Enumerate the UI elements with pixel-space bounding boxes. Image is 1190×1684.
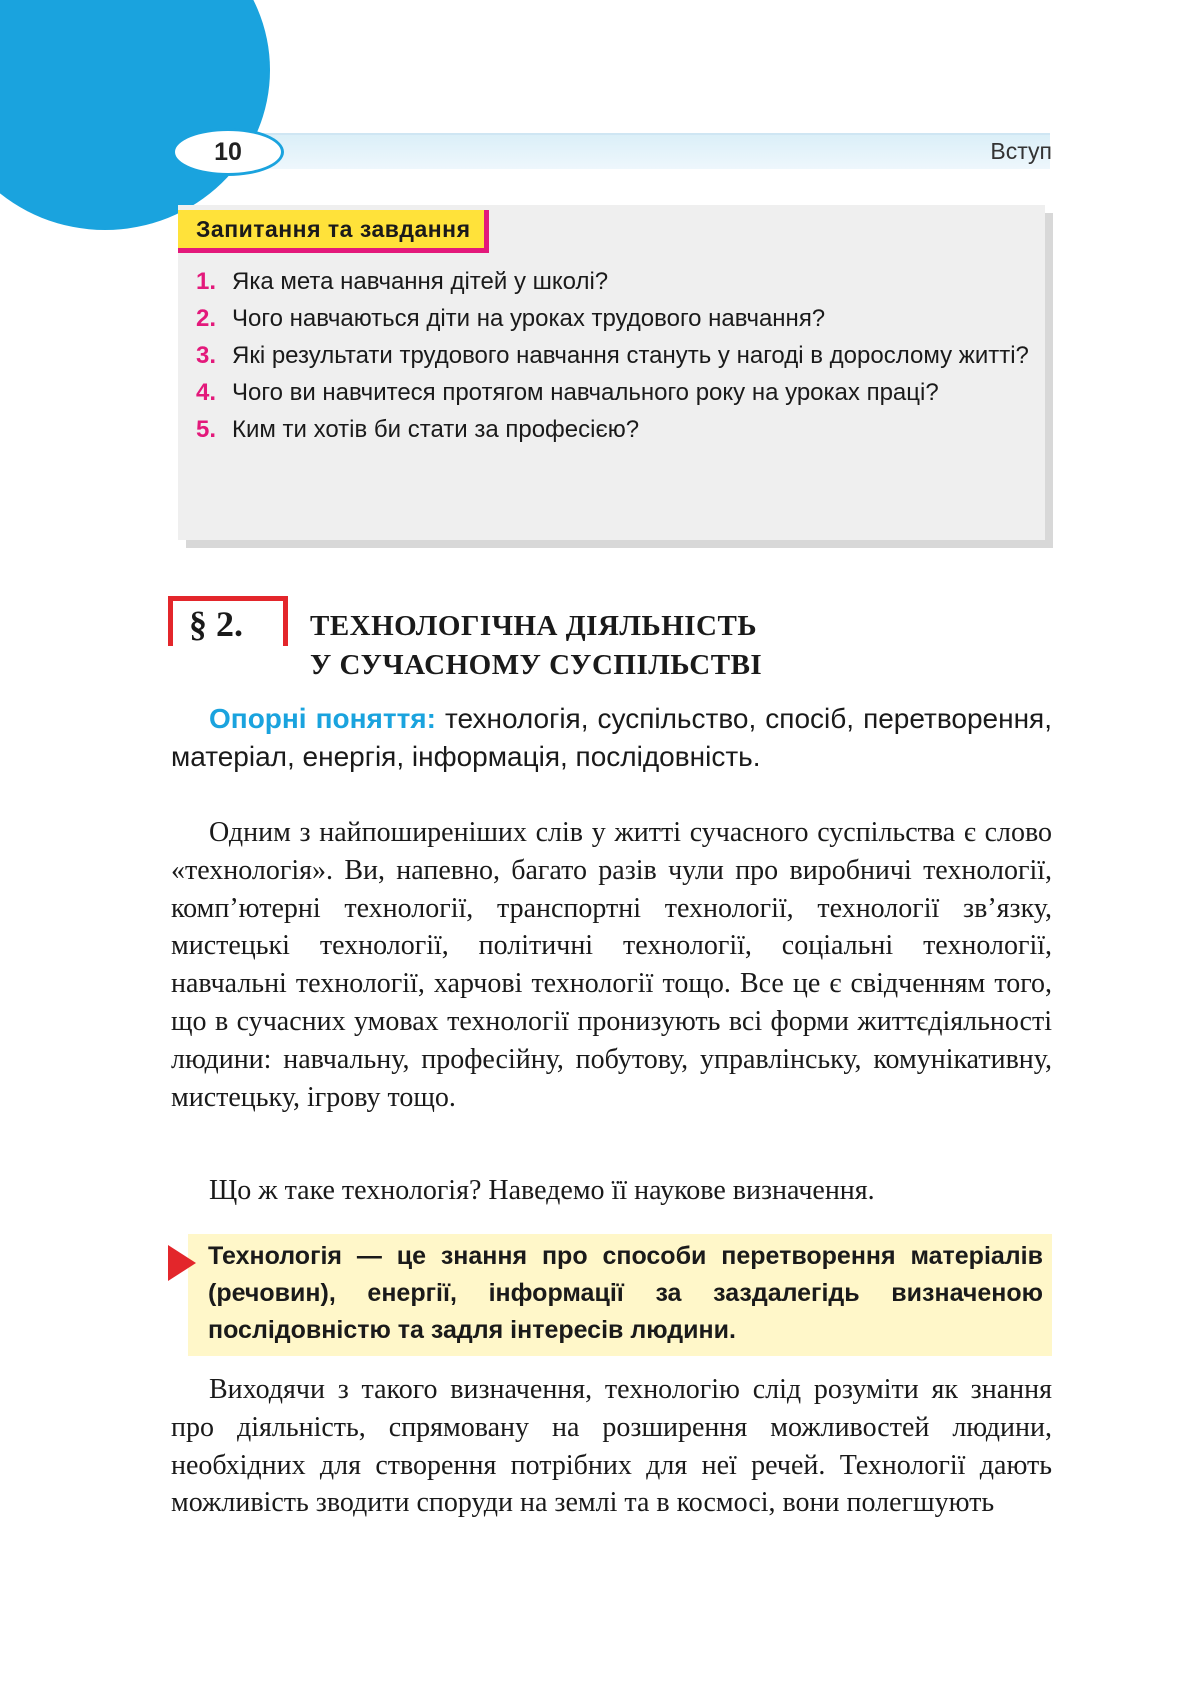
question-item: [196, 337, 1032, 374]
definition-text: Технологія — це знання про способи перетворення матеріалів (речовин), енергії, інформації за заздалегідь визначеною послідовністю та задля інтересів людини.: [208, 1242, 1043, 1344]
definition-arrow-icon: [168, 1245, 196, 1281]
question-text: Які результати трудового навчання стануть у нагоді в дорослому житті?: [232, 342, 1029, 369]
question-number: 3.: [196, 342, 217, 369]
question-item: [196, 374, 1032, 411]
questions-title: Запитання та завдання: [178, 210, 489, 253]
question-number: 4.: [196, 379, 217, 406]
body-paragraph: Одним з найпоширеніших слів у житті сучасного суспільства є слово «технологія». Ви, напевно, багато разів чули про виробничі технології, комп’ютерні технології, транспортні технології, технології зв’язку, мистецькі технології, політичні технології, соціальні технології, навчальні технології, харчові технології тощо. Все це є свідченням того, що в сучасних умовах технології пронизують всі форми життєдіяльності людини: навчальну, професійну, побутову, управлінську, комунікативну, мистецьку, ігрову тощо.: [171, 817, 1052, 1113]
key-concepts: [171, 700, 1052, 776]
page-number: 10: [172, 128, 284, 176]
key-concepts-label: Опорні поняття:: [209, 703, 436, 734]
question-text: Чого навчаються діти на уроках трудового навчання?: [232, 305, 826, 332]
header-band: [230, 133, 1050, 169]
key-concepts-text: технологія, суспільство, спосіб, перетворення, матеріал, енергія, інформація, послідовність.: [171, 703, 1052, 772]
section-title-line: ТЕХНОЛОГІЧНА ДІЯЛЬНІСТЬ: [310, 610, 757, 642]
section-title: [310, 607, 1030, 685]
body-paragraph: Виходячи з такого визначення, технологію слід розуміти як знання про діяльність, спрямовану на розширення можливостей людини, необхідних для створення потрібних для неї речей. Технології дають можливість зводити споруди на землі та в космосі, вони полегшують: [171, 1374, 1052, 1519]
question-item: [196, 263, 1032, 300]
questions-list: [196, 263, 1032, 448]
question-text: Чого ви навчитеся протягом навчального року на уроках праці?: [232, 379, 939, 406]
question-item: [196, 411, 1032, 448]
body-paragraph: Що ж таке технологія? Наведемо її наукове визначення.: [209, 1175, 875, 1206]
section-number: § 2.: [168, 596, 288, 646]
question-number: 2.: [196, 305, 217, 332]
running-head: Вступ: [990, 138, 1052, 164]
section-title-line: У СУЧАСНОМУ СУСПІЛЬСТВІ: [310, 649, 763, 681]
question-number: 5.: [196, 416, 217, 443]
question-text: Ким ти хотів би стати за професією?: [232, 416, 640, 443]
question-number: 1.: [196, 268, 217, 295]
question-item: [196, 300, 1032, 337]
corner-decoration: [0, 0, 270, 230]
question-text: Яка мета навчання дітей у школі?: [232, 268, 609, 295]
